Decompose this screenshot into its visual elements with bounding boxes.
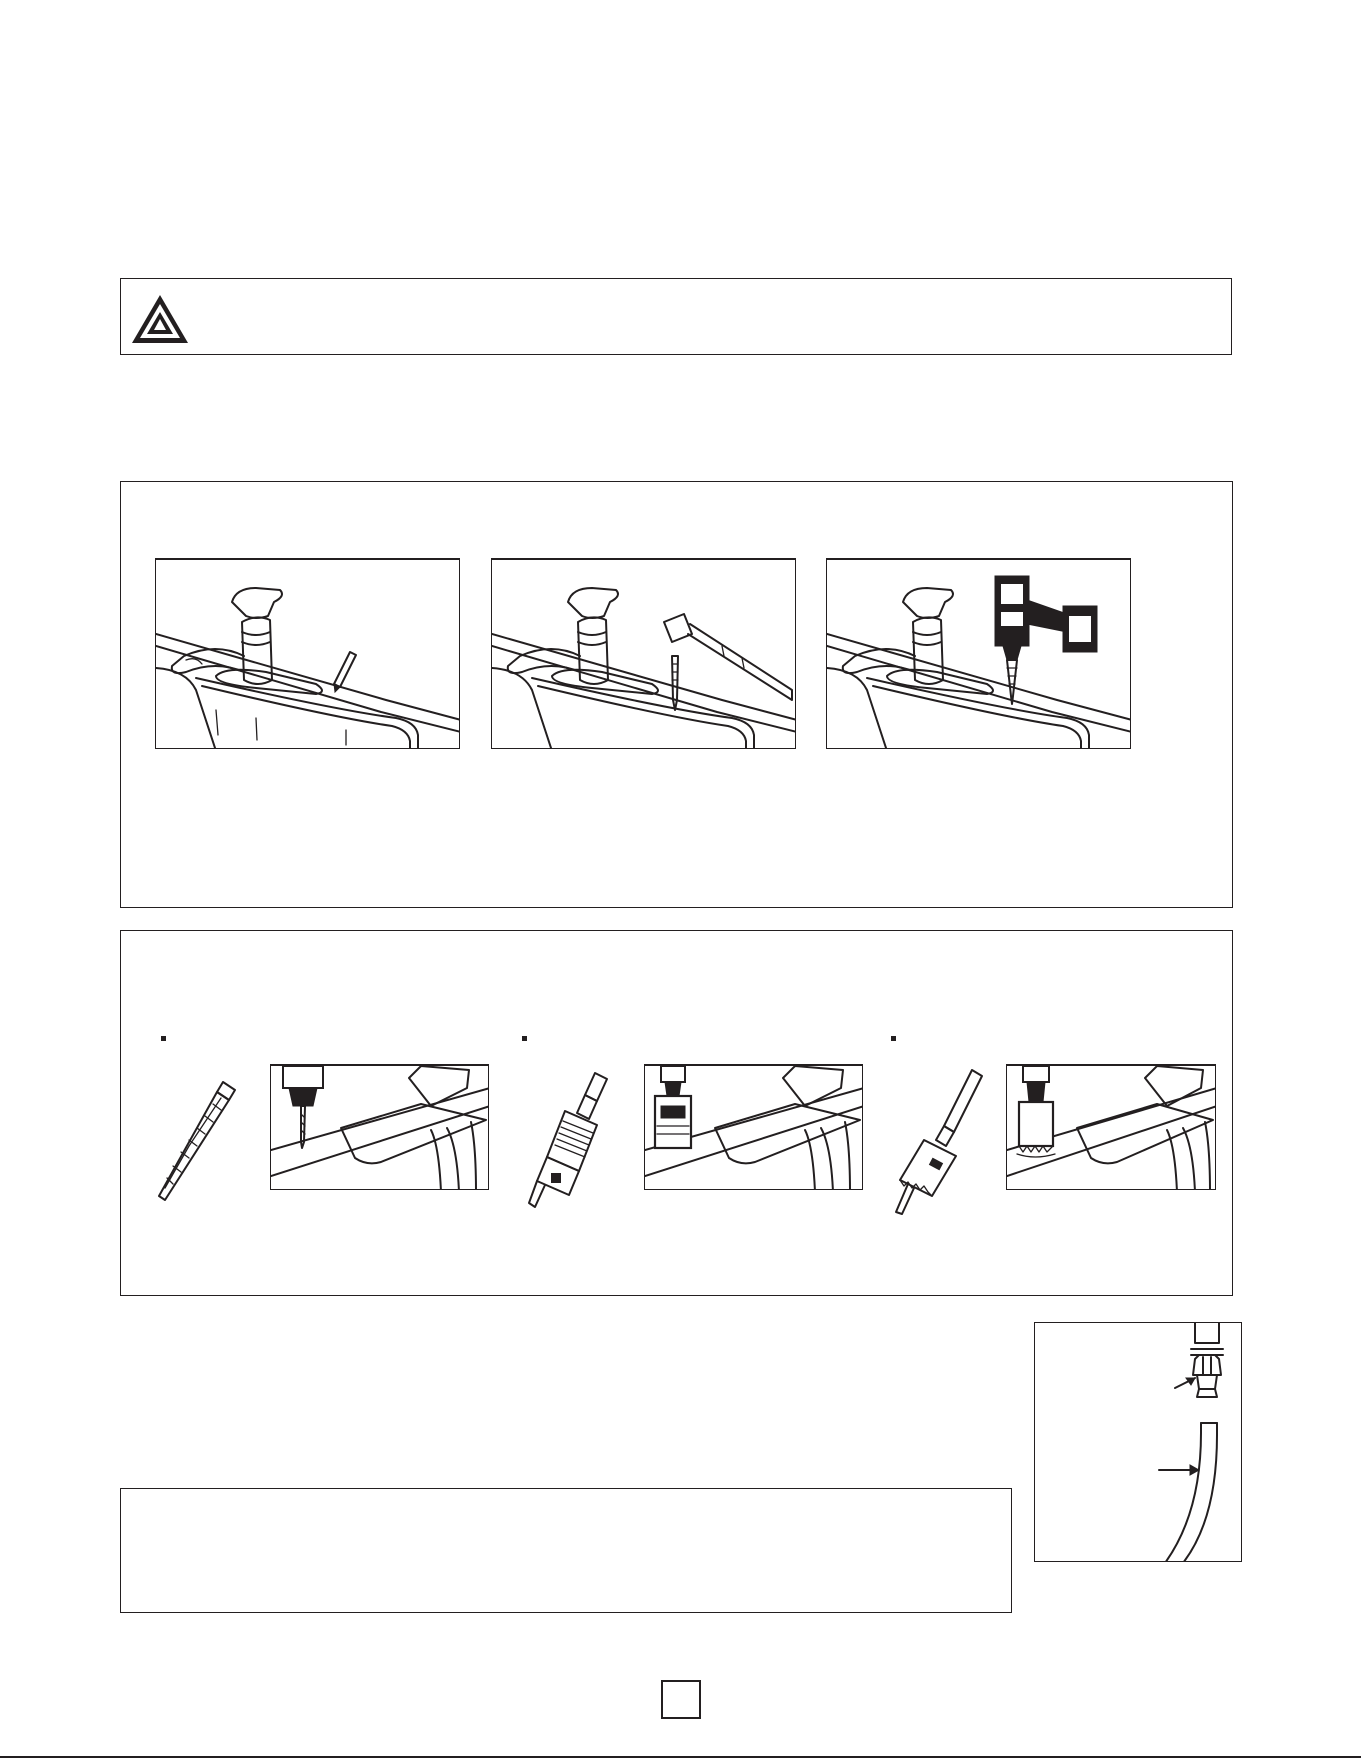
method-1-scene-panel [270,1064,489,1190]
drilling-pilot-hole-illustration [271,1066,489,1190]
hole-cutting-methods-section [120,930,1233,1296]
connection-diagram-box [1034,1322,1242,1562]
warning-triangle-icon [130,293,190,345]
step-2-punch-panel [491,558,796,749]
method-3-bullet [891,1036,896,1041]
page-number-box [661,1680,701,1719]
method-2-scene-panel [644,1064,863,1190]
step-1-mark-panel [155,558,460,749]
method-1-bullet [161,1036,166,1041]
method-2-bullet [522,1036,527,1041]
drilling-steps-section [120,481,1233,908]
footer-rule [0,1756,1361,1758]
compression-fitting-tubing-illustration [1035,1323,1242,1562]
faucet-cordless-drill-illustration [827,560,1131,749]
knockout-punch-tool-icon [513,1071,623,1211]
warning-box [120,278,1232,355]
faucet-pencil-mark-illustration [156,560,460,749]
hole-saw-tool-icon [876,1066,986,1216]
twist-drill-bit-icon [151,1076,251,1206]
step-3-drill-panel [826,558,1131,749]
note-box [120,1488,1012,1613]
knockout-punch-in-sink-illustration [645,1066,863,1190]
faucet-center-punch-illustration [492,560,796,749]
hole-saw-in-sink-illustration [1007,1066,1216,1190]
method-3-scene-panel [1006,1064,1216,1190]
